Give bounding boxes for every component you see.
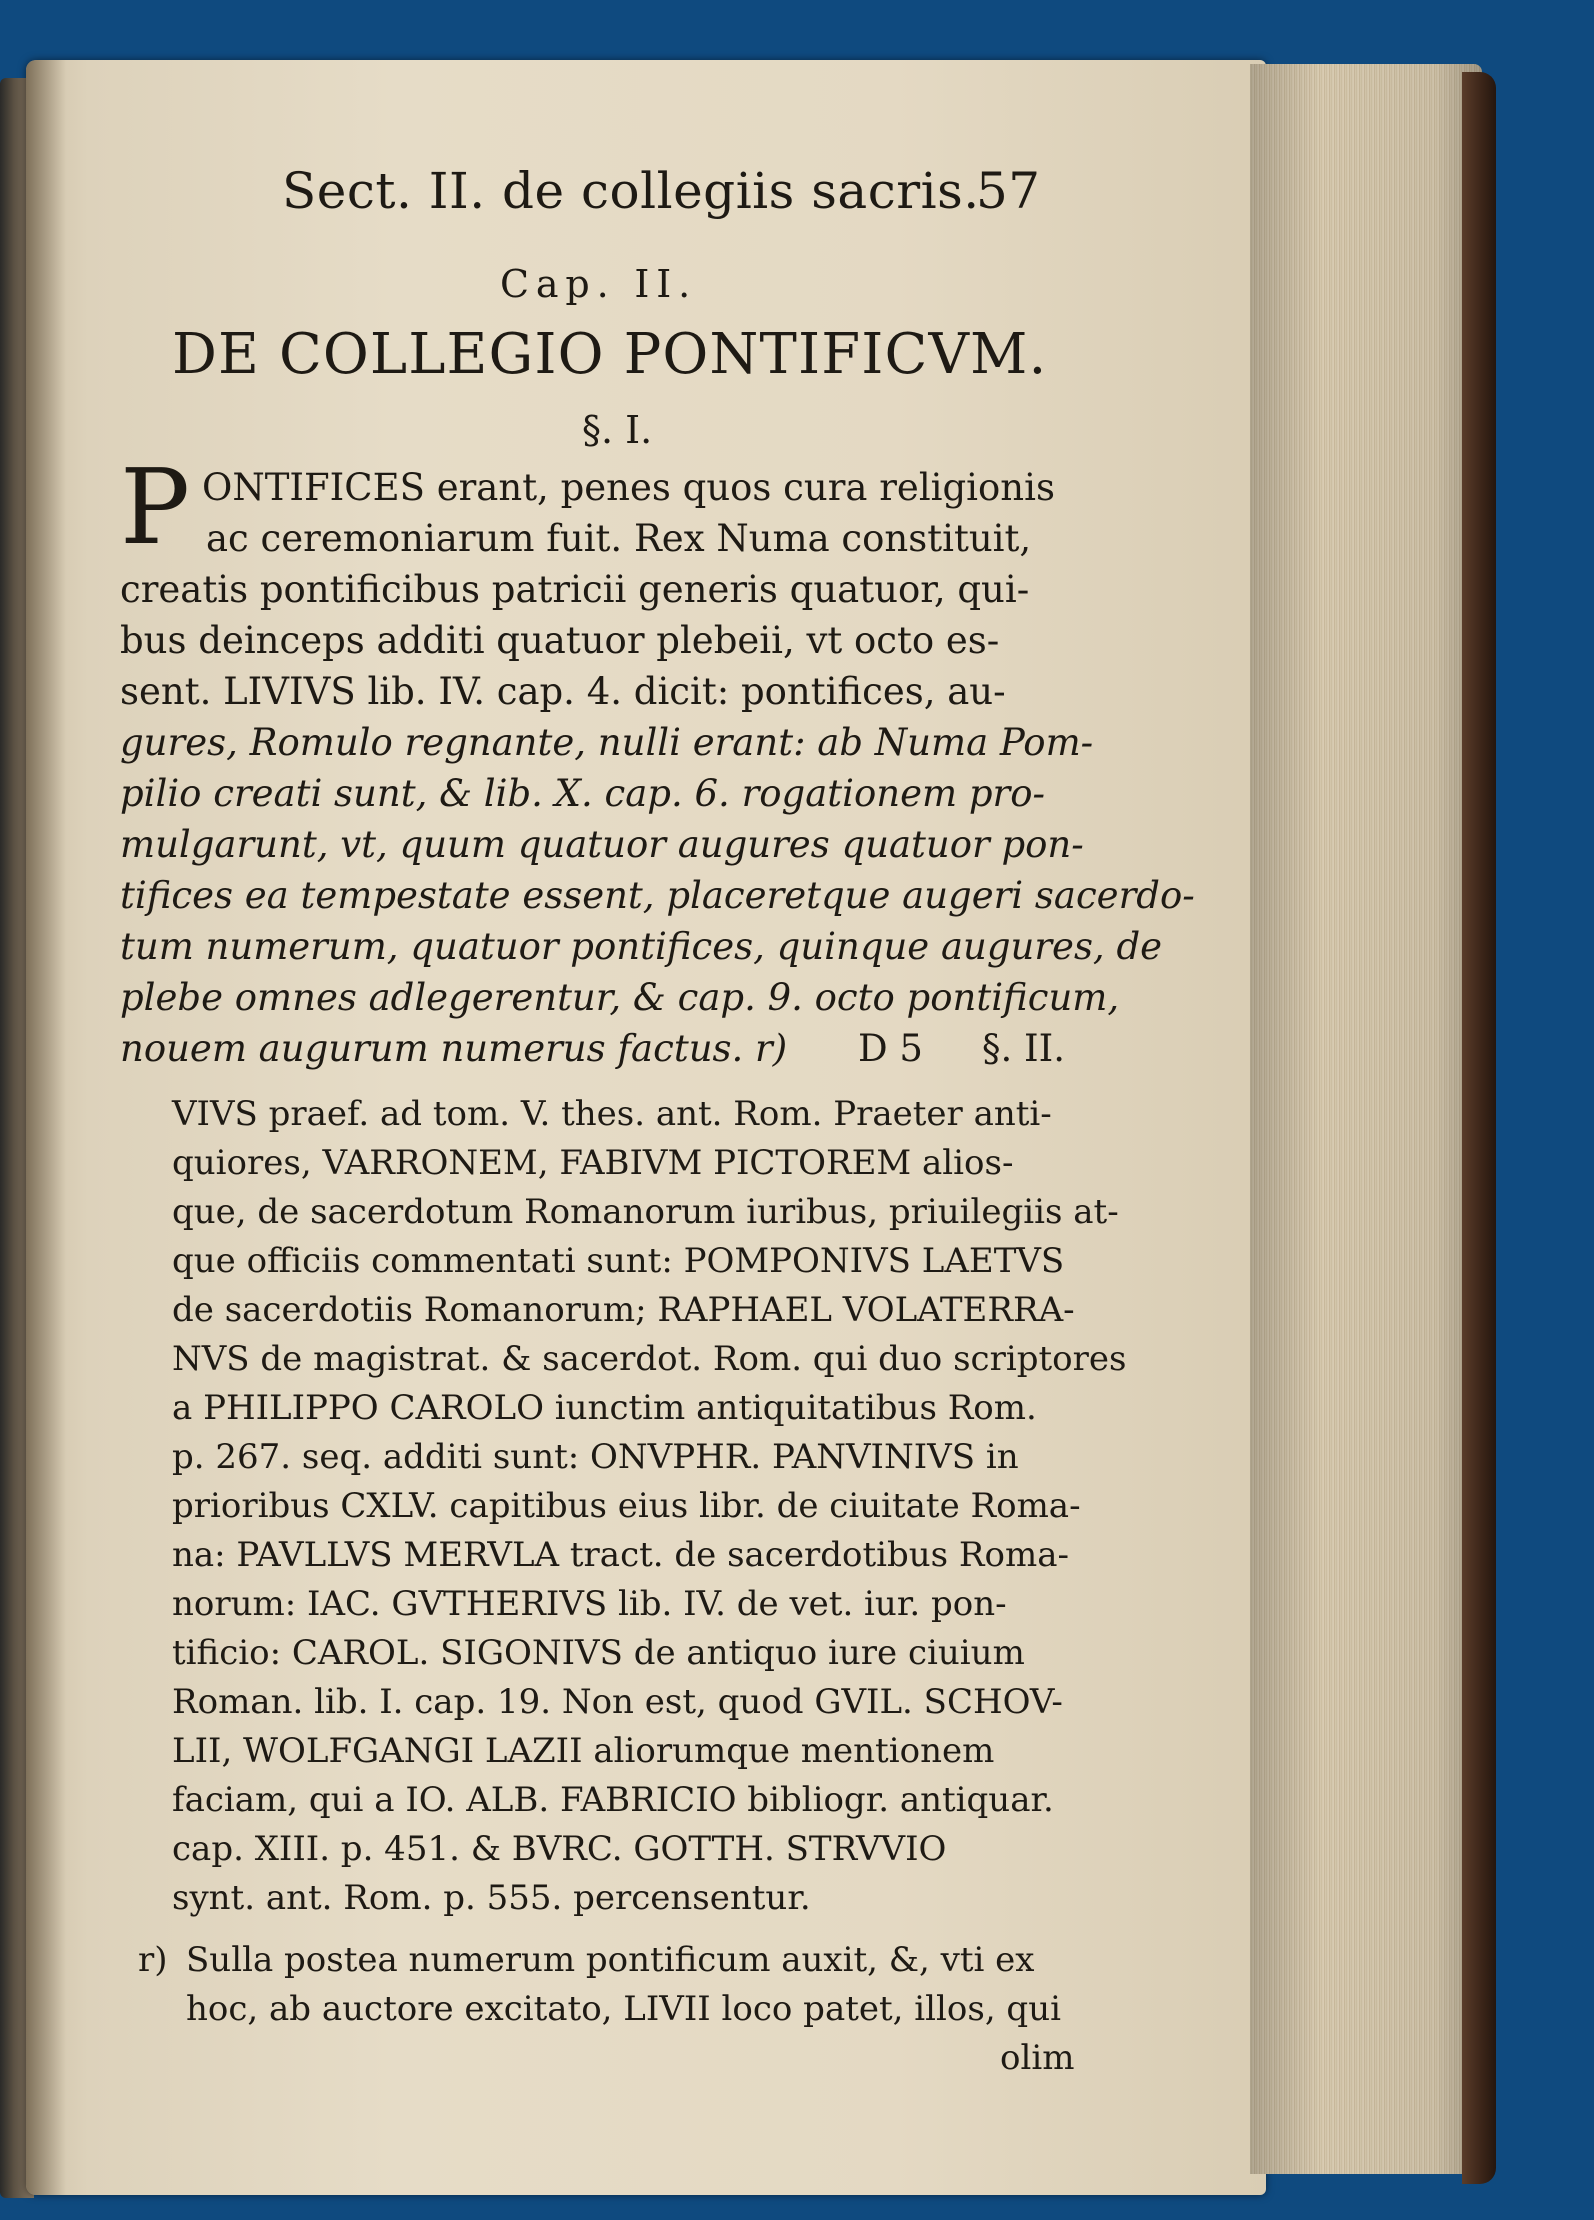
chapter-title: DE COLLEGIO PONTIFICVM. (172, 322, 1048, 387)
footnote-line: synt. ant. Rom. p. 555. percensentur. (172, 1878, 811, 1918)
footnote-line: NVS de magistrat. & sacerdot. Rom. qui duo scriptores (172, 1339, 1127, 1379)
footnote-line: tificio: CAROL. SIGONIVS de antiquo iure ciuium (172, 1633, 1025, 1673)
running-title: Sect. II. de collegiis sacris. (282, 162, 980, 220)
body-line: tifices ea tempestate essent, placeretque augeri sacerdo- (120, 874, 1195, 917)
body-line: creatis pontificibus patricii generis quatuor, qui- (120, 568, 1030, 611)
footnote-line: cap. XIII. p. 451. & BVRC. GOTTH. STRVVIO (172, 1829, 947, 1869)
page-number: 57 (976, 162, 1041, 220)
section-mark: §. I. (582, 408, 653, 452)
drop-cap: P (120, 446, 190, 568)
footnote-line: Sulla postea numerum pontificum auxit, &, vti ex (186, 1940, 1035, 1980)
body-line: ONTIFICES erant, penes quos cura religionis (202, 466, 1055, 509)
body-line: plebe omnes adlegerentur, & cap. 9. octo pontificum, (120, 976, 1120, 1019)
body-line: sent. LIVIVS lib. IV. cap. 4. dicit: pontifices, au- (120, 670, 1006, 713)
footnote-line: na: PAVLLVS MERVLA tract. de sacerdotibus Roma- (172, 1535, 1069, 1575)
footnote-line: de sacerdotiis Romanorum; RAPHAEL VOLATERRA- (172, 1290, 1075, 1330)
footnote-line: que, de sacerdotum Romanorum iuribus, priuilegiis at- (172, 1192, 1119, 1232)
footnote-line: faciam, qui a IO. ALB. FABRICIO bibliogr. antiquar. (172, 1780, 1054, 1820)
signature-mark: D 5 (858, 1027, 923, 1070)
footnote-line: Roman. lib. I. cap. 19. Non est, quod GVIL. SCHOV- (172, 1682, 1063, 1722)
body-line: pilio creati sunt, & lib. X. cap. 6. rogationem pro- (120, 772, 1045, 815)
footnote-line: a PHILIPPO CAROLO iunctim antiquitatibus Rom. (172, 1388, 1037, 1428)
body-line: gures, Romulo regnante, nulli erant: ab Numa Pom- (120, 721, 1094, 764)
body-line: tum numerum, quatuor pontifices, quinque augures, de (120, 925, 1163, 968)
footnote-line: LII, WOLFGANGI LAZII aliorumque mentionem (172, 1731, 995, 1771)
body-line: ac ceremoniarum fuit. Rex Numa constituit, (206, 517, 1032, 560)
chapter-label: Cap. II. (500, 262, 698, 306)
footnote-line: prioribus CXLV. capitibus eius libr. de ciuitate Roma- (172, 1486, 1081, 1526)
footnote-line: que officiis commentati sunt: POMPONIVS LAETVS (172, 1241, 1065, 1281)
footnote-line: quiores, VARRONEM, FABIVM PICTOREM alios- (172, 1143, 1014, 1183)
body-line: bus deinceps additi quatuor plebeii, vt octo es- (120, 619, 1000, 662)
footnote-marker: r) (138, 1940, 168, 1980)
footnote-line: hoc, ab auctore excitato, LIVII loco patet, illos, qui (186, 1989, 1061, 2029)
body-line: mulgarunt, vt, quum quatuor augures quatuor pon- (120, 823, 1084, 866)
footnote-line: norum: IAC. GVTHERIVS lib. IV. de vet. iur. pon- (172, 1584, 1007, 1624)
footnote-line: VIVS praef. ad tom. V. thes. ant. Rom. Praeter anti- (172, 1094, 1052, 1134)
catchword: olim (1000, 2038, 1075, 2078)
body-line: nouem augurum numerus factus. r) (120, 1027, 788, 1070)
catchword: §. II. (982, 1027, 1066, 1070)
footnote-line: p. 267. seq. additi sunt: ONVPHR. PANVINIVS in (172, 1437, 1019, 1477)
